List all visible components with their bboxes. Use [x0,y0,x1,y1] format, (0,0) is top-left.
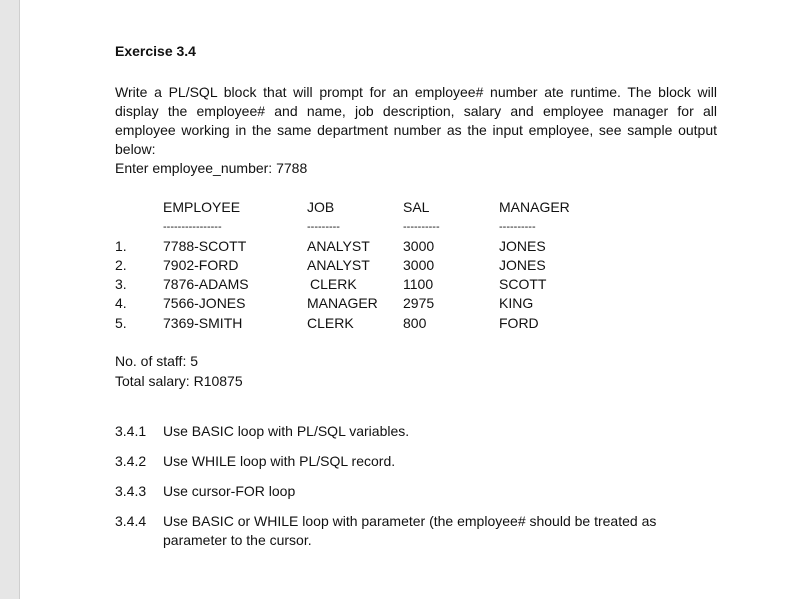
row-employee: 7902-FORD [163,257,239,273]
row-employee: 7566-JONES [163,295,246,311]
task-text: Use BASIC loop with PL/SQL variables. [163,423,410,439]
task-text: Use BASIC or WHILE loop with parameter (the employee# should be treated as parameter to the cursor. [163,513,657,548]
row-sal: 3000 [403,238,435,254]
header-sal: SAL [403,199,430,215]
row-employee: 7788-SCOTT [163,238,247,254]
separator-sal: ---------- [403,221,440,233]
row-manager: KING [499,295,534,311]
task-text: Use WHILE loop with PL/SQL record. [163,453,396,469]
task-number: 3.4.3 [115,483,147,499]
row-job: ANALYST [307,257,370,273]
row-sal: 800 [403,315,427,331]
row-number: 4. [115,295,127,311]
row-job: MANAGER [307,295,378,311]
total-salary: Total salary: R10875 [115,373,243,389]
task-text: Use cursor-FOR loop [163,483,296,499]
exercise-description: Write a PL/SQL block that will prompt for an employee# number ate runtime. The block will display the employee# and name, job description, salary and employee manager for all employee working in the same department number as the input employee, see sample output below: [115,84,717,157]
row-number: 5. [115,315,127,331]
task-number: 3.4.1 [115,423,147,439]
task-number: 3.4.4 [115,513,147,529]
row-employee: 7876-ADAMS [163,276,249,292]
separator-job: --------- [307,221,340,233]
document-page [20,0,798,599]
row-manager: JONES [499,257,546,273]
page-gutter [0,0,20,599]
header-job: JOB [307,199,335,215]
sample-prompt: Enter employee_number: 7788 [115,160,308,176]
row-job: ANALYST [307,238,370,254]
header-employee: EMPLOYEE [163,199,241,215]
row-manager: JONES [499,238,546,254]
row-number: 2. [115,257,127,273]
row-manager: SCOTT [499,276,547,292]
row-sal: 1100 [403,276,434,292]
row-employee: 7369-SMITH [163,315,243,331]
row-number: 3. [115,276,127,292]
row-sal: 2975 [403,295,435,311]
row-sal: 3000 [403,257,435,273]
separator-manager: ---------- [499,221,536,233]
exercise-title: Exercise 3.4 [115,43,196,59]
task-number: 3.4.2 [115,453,147,469]
separator-employee: ---------------- [163,221,222,233]
staff-count: No. of staff: 5 [115,353,199,369]
row-job: CLERK [310,276,357,292]
row-job: CLERK [307,315,354,331]
row-manager: FORD [499,315,539,331]
row-number: 1. [115,238,127,254]
header-manager: MANAGER [499,199,570,215]
